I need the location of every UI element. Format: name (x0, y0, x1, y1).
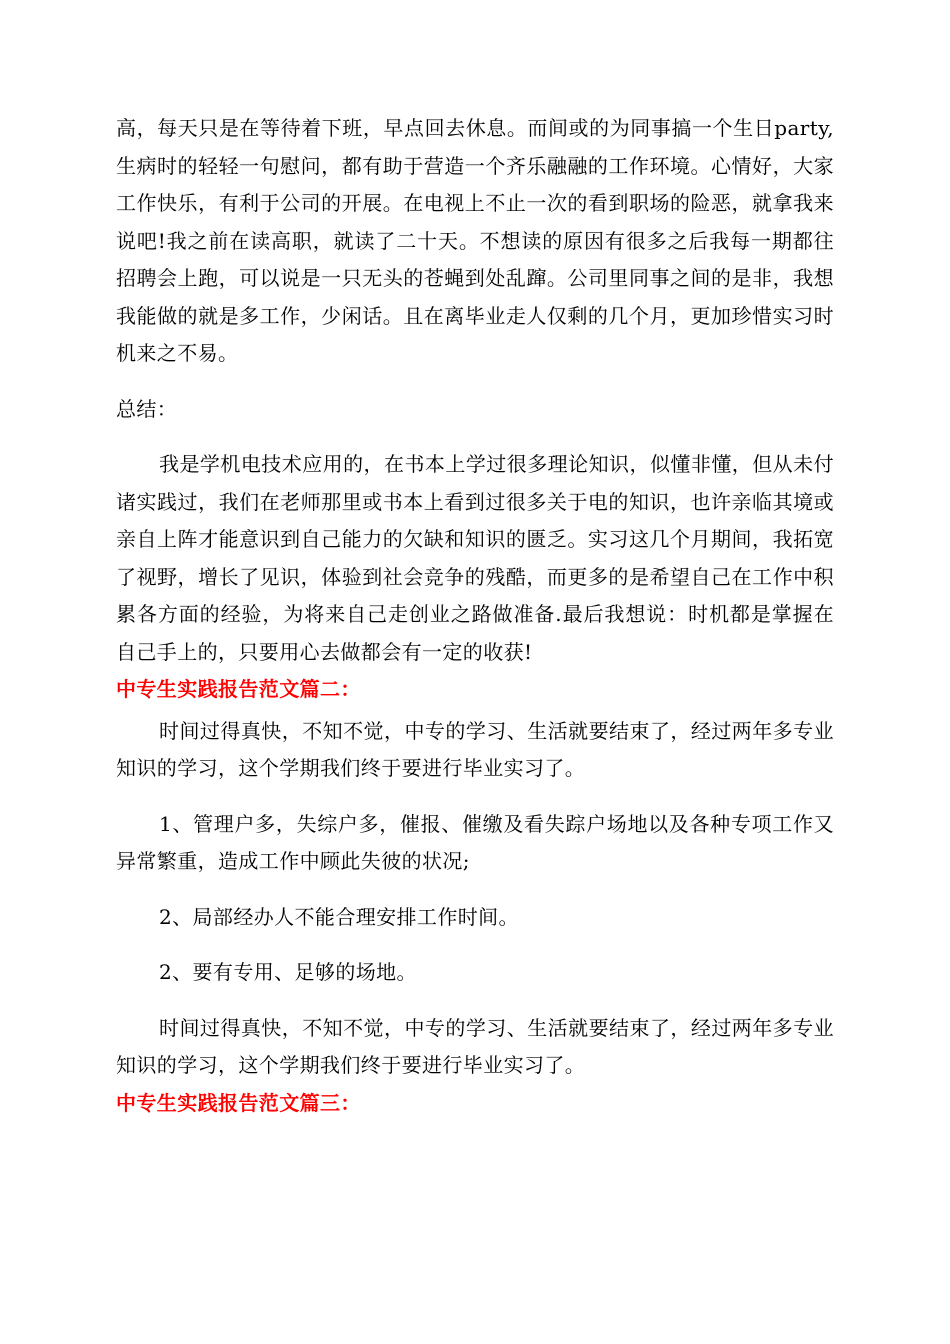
paragraph-5: 2、局部经办人不能合理安排工作时间。 (159, 904, 519, 929)
paragraph-4: 1、管理户多，失综户多，催报、催缴及看失踪户场地以及各种专项工作又异常繁重，造成工作中顾此失彼的状况; (116, 811, 834, 873)
paragraph-3: 时间过得真快，不知不觉，中专的学习、生活就要结束了，经过两年多专业知识的学习，这个学期我们终于要进行毕业实习了。 (116, 718, 834, 780)
document-page (116, 110, 834, 1122)
paragraph-6: 2、要有专用、足够的场地。 (159, 960, 417, 984)
section-heading-2: 中专生实践报告范文篇二： (116, 677, 361, 701)
paragraph-7: 时间过得真快，不知不觉，中专的学习、生活就要结束了，经过两年多专业知识的学习，这个学期我们终于要进行毕业实习了。 (116, 1015, 834, 1077)
summary-label: 总结： (116, 396, 178, 421)
paragraph-2: 我是学机电技术应用的，在书本上学过很多理论知识，似懂非懂，但从未付诸实践过，我们在老师那里或书本上看到过很多关于电的知识，也许亲临其境或亲自上阵才能意识到自己能力的欠缺和知识的匮乏。实习这几个月期间，我拓宽了视野，增长了见识，体验到社会竞争的残酷，而更多的是希望自己在工作中积累各方面的经验，为将来自己走创业之路做准备.最后我想说：时机都是掌握在自己手上的，只要用心去做都会有一定的收获! (116, 452, 834, 664)
section-heading-3: 中专生实践报告范文篇三： (116, 1090, 361, 1115)
paragraph-1: 高，每天只是在等待着下班，早点回去休息。而间或的为同事搞一个生日party,生病时的轻轻一句慰问，都有助于营造一个齐乐融融的工作环境。心情好，大家工作快乐，有利于公司的开展。在电视上不止一次的看到职场的险恶，就拿我来说吧!我之前在读高职，就读了二十天。不想读的原因有很多之后我每一期都往招聘会上跑，可以说是一只无头的苍蝇到处乱蹿。公司里同事之间的是非，我想我能做的就是多工作，少闲话。且在离毕业走人仅剩的几个月，更加珍惜实习时机来之不易。 (116, 116, 834, 365)
